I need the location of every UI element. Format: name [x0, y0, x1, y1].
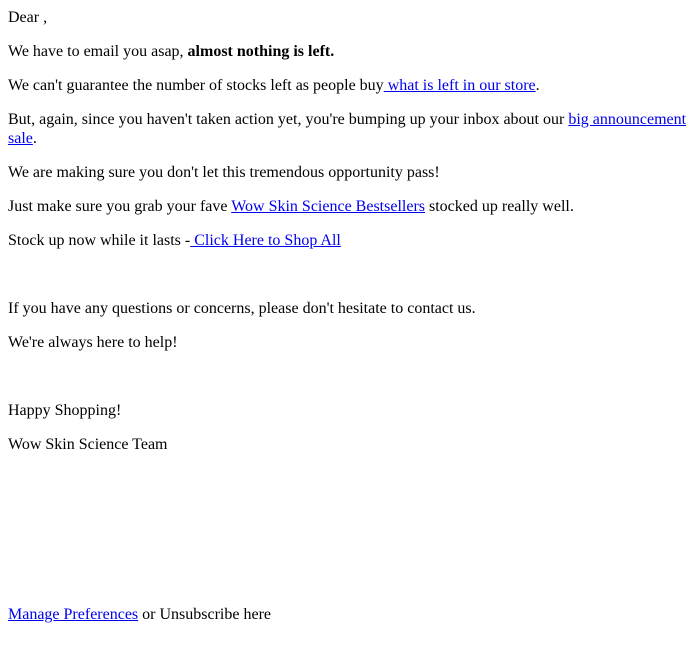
- opportunity-text: We are making sure you don't let this tremendous opportunity pass!: [8, 164, 440, 181]
- stock-paragraph: [8, 76, 692, 95]
- store-link[interactable]: what is left in our store: [383, 77, 536, 94]
- urgency-paragraph: [8, 42, 692, 61]
- unsubscribe-text: or Unsubscribe here: [138, 606, 271, 623]
- bestsellers-link[interactable]: Wow Skin Science Bestsellers: [231, 198, 425, 215]
- manage-preferences-link[interactable]: Manage Preferences: [8, 606, 139, 623]
- greeting: [8, 8, 692, 27]
- urgency-text: We have to email you asap,: [8, 43, 188, 60]
- signoff: [8, 401, 692, 420]
- shop-all-paragraph: [8, 231, 692, 250]
- stock-period: .: [535, 77, 540, 94]
- bestsellers-text: Just make sure you grab your fave: [8, 198, 232, 215]
- questions-paragraph: [8, 299, 692, 318]
- announcement-period: .: [32, 130, 37, 147]
- spacer: [8, 469, 692, 605]
- shop-all-link[interactable]: Click Here to Shop All: [190, 232, 341, 249]
- spacer: [8, 367, 692, 401]
- signature-text: Wow Skin Science Team: [8, 436, 168, 453]
- shop-all-text: Stock up now while it lasts -: [8, 232, 191, 249]
- urgency-bold-text: almost nothing is left.: [187, 43, 335, 60]
- announcement-paragraph: [8, 110, 692, 148]
- help-text: We're always here to help!: [8, 334, 178, 351]
- opportunity-paragraph: [8, 163, 692, 182]
- signature: [8, 435, 692, 454]
- bestsellers-paragraph: [8, 197, 692, 216]
- questions-text: If you have any questions or concerns, please don't hesitate to contact us.: [8, 300, 476, 317]
- signoff-text: Happy Shopping!: [8, 402, 122, 419]
- footer: [8, 605, 692, 624]
- stock-text: We can't guarantee the number of stocks left as people buy: [8, 77, 384, 94]
- greeting-text: Dear ,: [8, 9, 48, 26]
- big-announcement-sale-link[interactable]: big announcement sale: [8, 111, 687, 147]
- spacer: [8, 265, 692, 299]
- help-paragraph: [8, 333, 692, 352]
- bestsellers-after: stocked up really well.: [425, 198, 574, 215]
- announcement-text: But, again, since you haven't taken action yet, you're bumping up your inbox about our: [8, 111, 569, 128]
